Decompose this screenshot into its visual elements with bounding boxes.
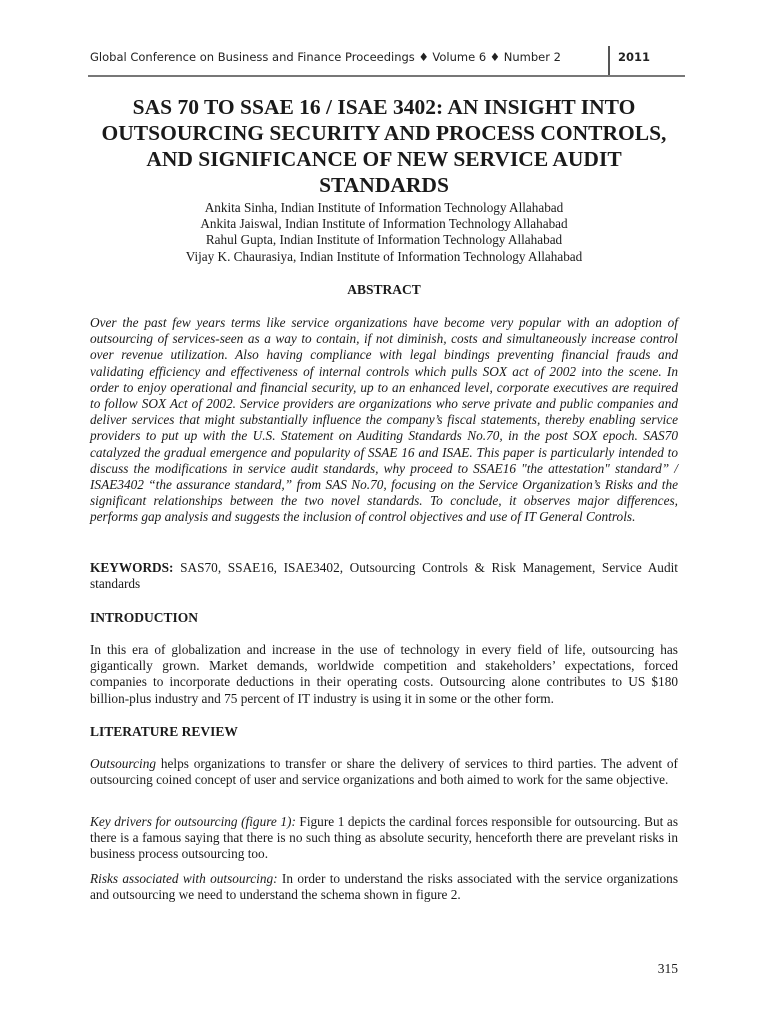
abstract-text: Over the past few years terms like service organizations have become very popular with an adoption of outsourcing of services-seen as a way to contain, if not diminish, costs and simultaneously increase control over revenue utilization. Also having compliance with legal bindings preventing financial frauds and validating efficiency and effectiveness of internal controls which pulls SOX act of 2002 into the scene. In order to enjoy operational and financial security, up to an enhanced level, corporate executives are required to follow SOX Act of 2002. Service providers are organizations who serve private and public companies and deliver services that might substantially influence the company’s fiscal statements, thereby enabling service providers to put up with the U.S. Statement on Auditing Standards No.70, in the post SOX epoch. SAS70 catalyzed the gradual emergence and popularity of SSAE 16 and ISAE. This paper is particularly intended to discuss the modifications in service audit standards, why proceed to SSAE16 "the attestation" standard” / ISAE3402 “the assurance standard,” from SAS No.70, focusing on the Service Organization’s Risks and the significant relationships between the two novel standards. To conclude, it observes major differences, performs gap analysis and suggests the inclusion of control objectives and use of IT General Controls. xyxy=(90,315,678,525)
header-divider xyxy=(608,46,610,76)
literature-review-heading: LITERATURE REVIEW xyxy=(90,724,238,739)
paragraph-lead: Key drivers for outsourcing (figure 1): xyxy=(90,814,296,829)
author-line: Vijay K. Chaurasiya, Indian Institute of Information Technology Allahabad xyxy=(185,248,583,264)
page-number: 315 xyxy=(657,961,678,976)
literature-paragraph xyxy=(90,756,678,788)
author-list xyxy=(88,200,680,265)
literature-paragraph xyxy=(90,871,678,903)
header-rule xyxy=(88,75,685,77)
running-header xyxy=(88,46,684,76)
abstract-heading: ABSTRACT xyxy=(347,282,421,297)
author-line: Ankita Jaiswal, Indian Institute of Information Technology Allahabad xyxy=(200,216,568,232)
paragraph-text: helps organizations to transfer or share the delivery of services to third parties. The advent of outsourcing coined concept of user and service organizations and both aimed to work for the same objective. xyxy=(90,756,678,788)
keywords-text: SAS70, SSAE16, ISAE3402, Outsourcing Controls & Risk Management, Service Audit standards xyxy=(90,560,678,592)
keywords-label: KEYWORDS: xyxy=(90,560,174,575)
paragraph-text: Figure 1 depicts the cardinal forces responsible for outsourcing. But as there is a famous saying that there is no such thing as absolute security, henceforth there are prevelant risks in business process outsourcing too. xyxy=(90,814,679,862)
paragraph-lead: Outsourcing xyxy=(90,756,156,771)
conference-name: Global Conference on Business and Finance Proceedings ♦ Volume 6 ♦ Number 2 xyxy=(90,50,561,64)
introduction-text: In this era of globalization and increase in the use of technology in every field of life, outsourcing has gigantically grown. Market demands, worldwide competition and stakeholders’ expectations, forced companies to incorporate deductions in their operating costs. Outsourcing alone contributes to US $180 billion-plus industry and 75 percent of IT industry is using it in some or the other form. xyxy=(90,642,678,706)
author-line: Rahul Gupta, Indian Institute of Information Technology Allahabad xyxy=(205,232,563,248)
author-line: Ankita Sinha, Indian Institute of Information Technology Allahabad xyxy=(204,200,564,215)
publication-year: 2011 xyxy=(618,50,651,64)
paper-title: SAS 70 TO SSAE 16 / ISAE 3402: AN INSIGHT INTO OUTSOURCING SECURITY AND PROCESS CONTROLS, AND SIGNIFICANCE OF NEW SERVICE AUDIT STANDARDS xyxy=(101,95,667,197)
introduction-heading: INTRODUCTION xyxy=(90,610,199,625)
paragraph-text: In order to understand the risks associated with the service organizations and outsourcing we need to understand the schema shown in figure 2. xyxy=(90,871,678,903)
paragraph-lead: Risks associated with outsourcing: xyxy=(90,871,278,886)
keywords xyxy=(90,560,678,592)
literature-paragraph xyxy=(90,814,678,863)
